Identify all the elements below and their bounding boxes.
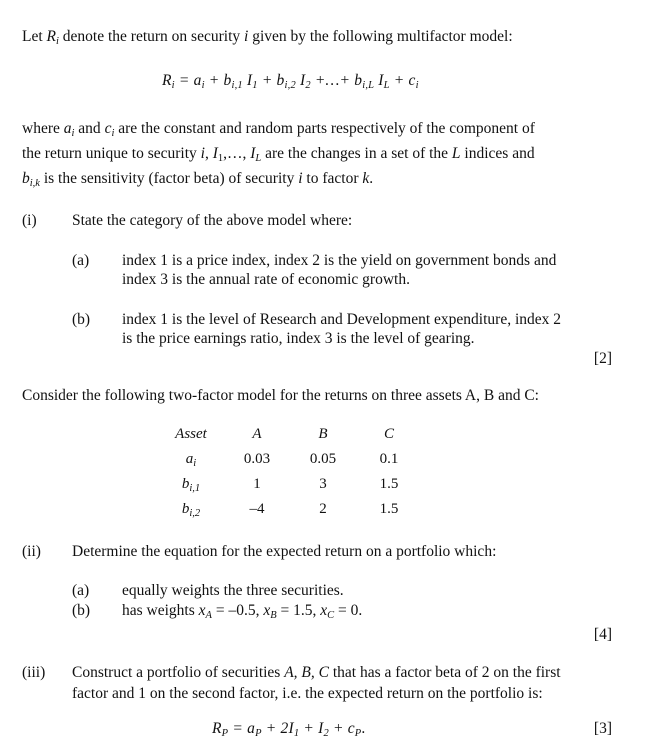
factor-table: [158, 422, 422, 522]
text: the return unique to security: [22, 145, 201, 162]
q1-b-line-2: is the price earnings ratio, index 3 is the level of gearing.: [122, 330, 475, 347]
subscript: C: [327, 610, 335, 621]
subscript: 1: [252, 80, 258, 91]
text: .: [369, 170, 374, 187]
symbol-I: I: [250, 145, 256, 162]
text: indices and: [460, 145, 535, 162]
symbol-x: x: [320, 602, 328, 619]
symbol-c: c: [104, 120, 112, 137]
consider-text: Consider the following two-factor model for the returns on three assets A, B and C:: [22, 387, 539, 404]
symbol-i: i: [244, 28, 249, 45]
table-cell: 1: [253, 476, 261, 493]
symbol-x: x: [198, 602, 206, 619]
eq-term: R: [212, 720, 222, 737]
subscript: i: [415, 80, 419, 91]
where-line-3: [22, 168, 373, 189]
text: = –0.5,: [211, 602, 264, 619]
table-header-cell: C: [383, 426, 394, 443]
text: Construct a portfolio of securities: [72, 664, 285, 681]
subscript: i: [193, 458, 197, 470]
text: are the constant and random parts respectively of the component of: [114, 120, 535, 137]
subscript: P: [354, 728, 362, 739]
subscript: A: [205, 610, 212, 621]
eq-term: + b: [204, 72, 232, 89]
eq-term: +…+ b: [310, 72, 363, 89]
subscript: i: [111, 128, 115, 139]
q3-line-1: [72, 662, 561, 683]
table-row-label: [158, 472, 224, 497]
subscript: i,2: [189, 508, 201, 520]
q2-text: Determine the equation for the expected return on a portfolio which:: [72, 543, 497, 560]
symbol-i: i: [298, 170, 303, 187]
table-cell: 0.05: [309, 451, 337, 468]
subscript: i: [71, 128, 75, 139]
q3-line-2: factor and 1 on the second factor, i.e. the expected return on the portfolio is:: [72, 685, 543, 702]
intro-text: given by the following multifactor model:: [248, 28, 513, 45]
q2-number: (ii): [22, 543, 41, 560]
table-header-cell: Asset: [175, 426, 207, 443]
subscript: 2: [323, 728, 329, 739]
symbol-I: I: [212, 145, 218, 162]
where-line-2: [22, 143, 535, 164]
symbol-b: b: [181, 501, 190, 518]
subscript: i,1: [231, 80, 243, 91]
table-header-row: [158, 422, 422, 447]
text: has weights: [122, 602, 199, 619]
subscript: L: [255, 153, 262, 164]
text: = 1.5,: [276, 602, 321, 619]
text: to factor: [302, 170, 363, 187]
text: where: [22, 120, 64, 137]
symbol-i: i: [200, 145, 205, 162]
subscript: 2: [305, 80, 311, 91]
subscript: 1: [293, 728, 300, 739]
q2-b-text: [122, 600, 362, 621]
text: ,: [204, 145, 213, 162]
table-cell: 1.5: [379, 476, 399, 493]
symbol-L: L: [451, 145, 461, 162]
text: ,…,: [223, 145, 251, 162]
subscript: 1: [217, 153, 224, 164]
eq-term: + b: [257, 72, 285, 89]
eq-term: R: [162, 72, 172, 89]
table-cell: –4: [249, 501, 265, 518]
table-cell: 3: [319, 476, 327, 493]
subscript: i: [56, 36, 59, 47]
where-line-1: [22, 118, 535, 139]
q2-a-text: equally weights the three securities.: [122, 582, 344, 599]
q1-a-label: (a): [72, 252, 90, 269]
text: that has a factor beta of 2 on the first: [329, 664, 561, 681]
subscript: B: [270, 610, 277, 621]
table-row: [158, 447, 422, 472]
text: = 0.: [334, 602, 363, 619]
symbol-b: b: [181, 476, 190, 493]
subscript: i: [171, 80, 175, 91]
eq-term: + I: [299, 720, 324, 737]
eq-term: I: [374, 72, 384, 89]
symbol-a: a: [185, 451, 194, 468]
q1-text: State the category of the above model where:: [72, 212, 353, 229]
symbols-abc: A, B, C: [284, 664, 329, 681]
subscript: L: [383, 80, 390, 91]
table-cell: 1.5: [379, 501, 399, 518]
eq-term: + 2I: [261, 720, 294, 737]
subscript: i,k: [29, 178, 40, 189]
table-row: [158, 472, 422, 497]
eq-term: I: [295, 72, 306, 89]
model-equation: [162, 70, 419, 91]
intro-text: denote the return on security: [58, 28, 244, 45]
eq-term: + c: [389, 72, 416, 89]
table-cell: 0.03: [243, 451, 271, 468]
symbol-b: b: [22, 170, 30, 187]
table-row: [158, 497, 422, 522]
eq-term: I: [242, 72, 253, 89]
eq-term: = a: [228, 720, 256, 737]
q3-equation: [212, 718, 365, 739]
eq-term: .: [361, 720, 366, 737]
subscript: P: [255, 728, 262, 739]
subscript: P: [221, 728, 229, 739]
q1-number: (i): [22, 212, 37, 229]
table-header-cell: B: [318, 426, 328, 443]
table-cell: 2: [319, 501, 327, 518]
q3-marks: [3]: [593, 720, 612, 737]
q2-marks: [4]: [593, 626, 612, 643]
q1-b-line-1: index 1 is the level of Research and Development expenditure, index 2: [122, 311, 562, 328]
symbol-a: a: [63, 120, 72, 137]
intro-text: Let: [22, 28, 47, 45]
subscript: i,L: [362, 80, 375, 91]
subscript: i,2: [284, 80, 296, 91]
eq-term: + c: [328, 720, 355, 737]
text: and: [74, 120, 105, 137]
table-header-cell: A: [252, 426, 262, 443]
subscript: i: [201, 80, 205, 91]
symbol-x: x: [263, 602, 271, 619]
symbol-k: k: [362, 170, 370, 187]
intro-line: [22, 26, 513, 47]
symbol-R: R: [46, 28, 56, 45]
q2-b-label: (b): [72, 602, 91, 619]
q1-a-line-1: index 1 is a price index, index 2 is the yield on government bonds and: [122, 252, 557, 269]
subscript: i,1: [189, 483, 201, 495]
text: is the sensitivity (factor beta) of security: [39, 170, 299, 187]
table-cell: 0.1: [379, 451, 399, 468]
table-row-label: [158, 447, 224, 472]
q1-b-label: (b): [72, 311, 91, 328]
q3-number: (iii): [22, 664, 46, 681]
q2-a-label: (a): [72, 582, 90, 599]
text: are the changes in a set of the: [261, 145, 452, 162]
q1-marks: [2]: [593, 350, 612, 367]
eq-term: = a: [174, 72, 202, 89]
q1-a-line-2: index 3 is the annual rate of economic growth.: [122, 271, 410, 288]
table-row-label: [158, 497, 224, 522]
